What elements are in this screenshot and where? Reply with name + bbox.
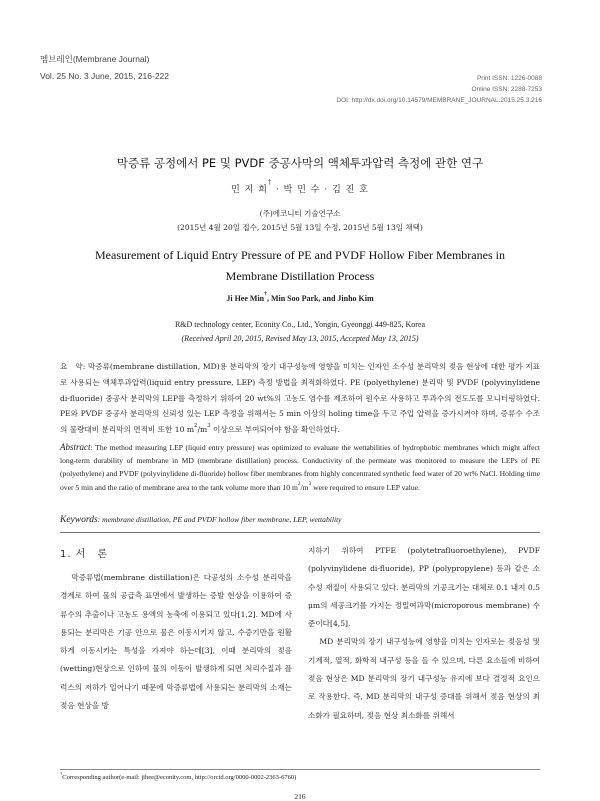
english-title-line1: Measurement of Liquid Entry Pressure of PE and PVDF Hollow Fiber Membranes in <box>95 248 505 262</box>
page-number: 216 <box>294 792 306 801</box>
abstract-label: Abstract <box>60 442 91 452</box>
superscript: 2 <box>297 480 301 487</box>
keywords <box>60 515 540 525</box>
korean-abstract-text: 막증류(membrane distillation, MD)용 분리막의 장기 내구성능에 영향을 미치는 인자인 소수성 분리막의 젖음 현상에 대한 평가 지표로 사용되는 액체투과압력(liquid entry pressure, LEP) 측정 방법을 최적화하였다. PE (polyethylene) 분리막 및 PVDF (polyvinylidene di-fluoride) 중공사 분리막의 LEP를 측정하기 위하여 20 wt%의 고농도 염수를 제조하여 원수로 사용하고 투과수의 전도도를 모니터링하였다. PE와 PVDF 중공사 분리막의 신뢰성 있는 LEP 측정을 위해서는 5 min 이상의 holing time을 두고 주입 압력을 증가시켜야 하며, 증류수 수조의 물량대비 분리막의 면적비 또한 10 m <box>60 362 540 435</box>
footnote <box>60 771 540 781</box>
print-issn: Print ISSN: 1226-0088 <box>476 75 542 82</box>
korean-dates: (2015년 4월 20일 접수, 2015년 5월 13일 수정, 2015년 5월 13일 채택) <box>177 223 423 232</box>
online-issn: Online ISSN: 2288-7253 <box>471 86 542 93</box>
footnote-text: Corresponding author(e-mail: jihee@econity.com, http://orcid.org/0000-0002-2363-6760) <box>62 774 297 781</box>
footnote-mark: † <box>60 771 63 776</box>
section-heading-introduction: 1. 서 론 <box>60 549 109 560</box>
keywords-text: : membrane distillation, PE and PVDF hollow fiber membrane, LEP, wettability <box>97 515 342 524</box>
superscript: 2 <box>194 423 198 430</box>
korean-affiliation: (주)에코니티 기술연구소 <box>259 209 341 218</box>
korean-author-first: 민 지 희 <box>231 185 268 195</box>
english-title <box>0 245 600 287</box>
body-column-right <box>308 542 540 725</box>
english-corresponding-mark: † <box>264 291 267 297</box>
english-author-rest: , Min Soo Park, and Jinho Kim <box>266 294 374 303</box>
body-column-left <box>60 569 292 715</box>
korean-abstract <box>60 359 540 438</box>
superscript: 3 <box>308 480 312 487</box>
english-abstract <box>60 441 540 494</box>
korean-author-rest: · 박 민 수 · 김 진 호 <box>272 185 369 195</box>
korean-abstract-label: 요 약: <box>60 362 88 371</box>
english-title-line2: Membrane Distillation Process <box>225 269 375 283</box>
corresponding-mark: † <box>267 179 273 186</box>
paragraph: 막증류법(membrane distillation)은 다공성의 소수성 분리막을 경계로 하여 물의 공급측 표면에서 발생하는 증발 현상을 이용하여 증류수의 추출이나 고농도 용액의 농축에 이용되고 있다[1,2]. MD에 사용되는 분리막은 기공 안으로 물은 이동시키지 않고, 수증기만을 원활하게 이동시키는 특성을 가져야 하는데[3], 이때 분리막의 젖음(wetting)현상으로 인하여 물의 이동이 발생하게 되면 처리수질과 플럭스의 저하가 일어나기 때문에 막증류법에 사용되는 분리막의 소재는 젖음 현상을 방 <box>60 573 292 711</box>
abstract-unit: /m <box>197 425 208 435</box>
abstract-unit: /m <box>300 482 309 492</box>
footnote-rule <box>60 769 540 770</box>
korean-abstract-end: 이상으로 부여되어야 함을 확인하였다. <box>210 425 341 435</box>
superscript: 3 <box>207 423 211 430</box>
english-dates: (Received April 20, 2015, Revised May 13, 2015, Accepted May 13, 2015) <box>181 334 419 343</box>
paragraph: 지하기 위하여 PTFE (polytetrafluoroethylene), PVDF (polyvinylidene di-fluoride), PP (polypropylene) 등과 같은 소수성 재질이 사용되고 있다. 분리막의 기공크기는 대체로 0.1 내지 0.5 μm의 세공크기를 가지는 정밀여과막(microporous membrane) 수준이다[4,5]. <box>308 546 540 629</box>
english-authors <box>0 291 600 303</box>
english-author-first: Ji Hee Min <box>226 294 265 303</box>
journal-volume: Vol. 25 No. 3 June, 2015, 216-222 <box>40 71 170 81</box>
english-abstract-text: : The method measuring LEP (liquid entry pressure) was optimized to evaluate the wettabilities of hydrophobic membranes which might affect long-term durability of membrane in MD (membrane distillation) process. Conductivity of the permeate was monitored to measure the LEPs of PE (polyethylene) and PVDF (polyvinylidene di-fluoride) hollow fiber membranes from highly concentrated synthetic feed water of 20 wt% NaCl. Holding time over 5 min and the ratio of membrane area to the tank volume more than 10 m <box>60 443 540 492</box>
doi-link[interactable]: DOI: http://dx.doi.org/10.14579/MEMBRANE_JOURNAL.2015.25.3.216 <box>336 97 542 104</box>
journal-name: 멤브레인(Membrane Journal) <box>40 54 150 64</box>
keywords-label: Keywords <box>60 515 98 525</box>
korean-authors <box>0 179 600 195</box>
abstract-divider <box>60 532 540 533</box>
korean-title: 막증류 공정에서 PE 및 PVDF 중공사막의 액체투과압력 측정에 관한 연구 <box>116 156 484 170</box>
english-abstract-end: were required to ensure LEP value. <box>311 482 420 492</box>
english-affiliation: R&D technology center, Econity Co., Ltd., Yongin, Gyeonggi 449-825, Korea <box>174 320 426 329</box>
paragraph: MD 분리막의 장기 내구성능에 영향을 미치는 인자로는 젖음성 및 기계적, 열적, 화학적 내구성 등을 들 수 있으며, 다른 요소들에 비하여 젖음 현상은 MD 분리막의 장기 내구성능 유지에 보다 결정적 요인으로 작용한다. 즉, MD 분리막의 내구성 증대를 위해서 젖음 현상의 최소화가 필요하며, 젖음 현상 최소화를 위해서 <box>308 637 540 720</box>
